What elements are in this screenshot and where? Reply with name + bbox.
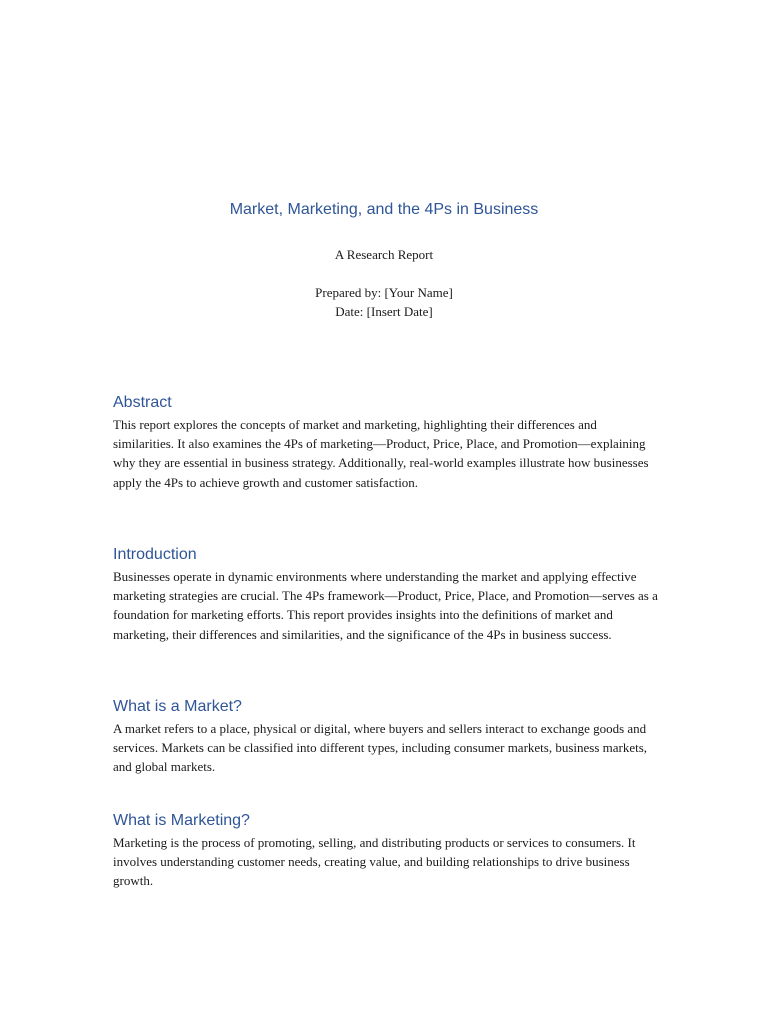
document-date: Date: [Insert Date] xyxy=(335,304,433,319)
section-heading: Introduction xyxy=(113,546,197,563)
prepared-by: Prepared by: [Your Name] xyxy=(315,285,453,300)
section-abstract xyxy=(113,393,658,492)
section-body: This report explores the concepts of market and marketing, highlighting their differences and similarities. It also examines the 4Ps of marketing—Product, Price, Place, and Promotion—explaining why they are essential in business strategy. Additionally, real-world examples illustrate how businesses apply the 4Ps to achieve growth and customer satisfaction. xyxy=(113,417,649,490)
section-body: A market refers to a place, physical or digital, where buyers and sellers interact to exchange goods and services. Markets can be classified into different types, including consumer markets, business markets, and global markets. xyxy=(113,721,648,775)
document-subtitle: A Research Report xyxy=(334,247,434,262)
section-what-is-marketing xyxy=(113,811,658,891)
section-body: Marketing is the process of promoting, selling, and distributing products or services to consumers. It involves understanding customer needs, creating value, and building relationships to drive business growth. xyxy=(113,835,636,889)
section-heading: Abstract xyxy=(113,394,172,411)
section-heading: What is Marketing? xyxy=(113,812,250,829)
section-body: Businesses operate in dynamic environments where understanding the market and applying effective marketing strategies are crucial. The 4Ps framework—Product, Price, Place, and Promotion—serves as a foundation for marketing efforts. This report provides insights into the definitions of market and marketing, their differences and similarities, and the significance of the 4Ps in business success. xyxy=(113,569,658,642)
section-introduction xyxy=(113,545,658,644)
section-what-is-a-market xyxy=(113,697,658,777)
document-title: Market, Marketing, and the 4Ps in Business xyxy=(229,201,539,218)
section-heading: What is a Market? xyxy=(113,698,242,715)
